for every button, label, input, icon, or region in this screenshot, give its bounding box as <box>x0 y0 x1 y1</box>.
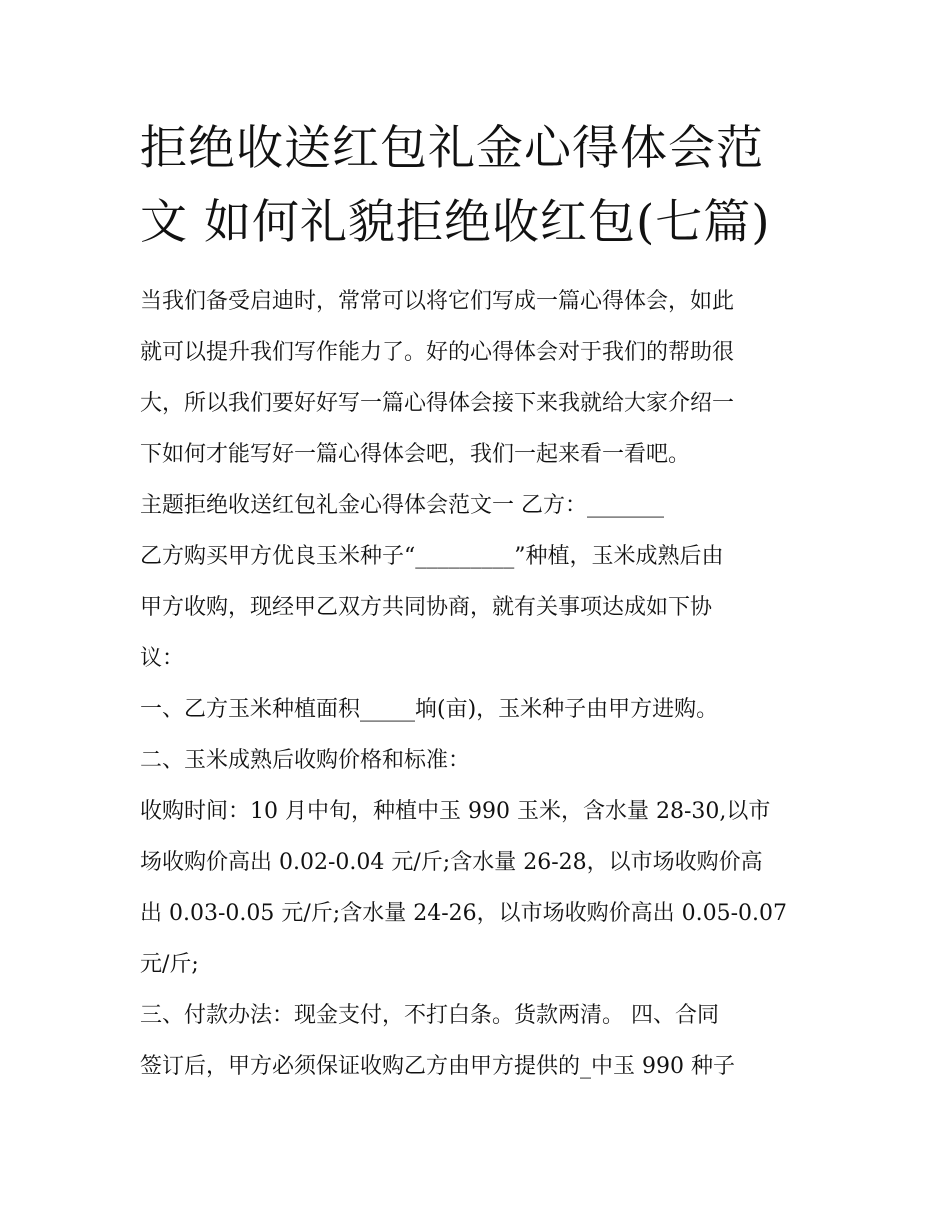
text-line: 当我们备受启迪时，常常可以将它们写成一篇心得体会，如此 <box>140 289 735 314</box>
text-line: 议： <box>140 646 185 671</box>
text-line: 场收购价高出 0.02-0.04 元/斤;含水量 26-28，以市场收购价高 <box>140 850 763 875</box>
clause-one-paragraph <box>140 684 820 735</box>
text-line: 大，所以我们要好好写一篇心得体会接下来我就给大家介绍一 <box>140 391 735 416</box>
text-line: 收购时间：10 月中旬，种植中玉 990 玉米，含水量 28-30,以市 <box>140 799 771 824</box>
text-line: 二、玉米成熟后收购价格和标准： <box>140 748 471 773</box>
document-body <box>140 276 820 1092</box>
document-page <box>140 112 820 1092</box>
intro-paragraph <box>140 276 820 480</box>
text-line: 三、付款办法：现金支付，不打白条。货款两清。 四、合同 <box>140 1003 719 1028</box>
document-title <box>140 112 820 260</box>
text-line: 元/斤; <box>140 952 199 977</box>
text-line: 下如何才能写好一篇心得体会吧，我们一起来看一看吧。 <box>140 442 691 467</box>
text-line: 出 0.03-0.05 元/斤;含水量 24-26，以市场收购价高出 0.05-0.07 <box>140 901 788 926</box>
payment-paragraph <box>140 990 820 1092</box>
title-line: 文 如何礼貌拒绝收红包(七篇) <box>140 195 771 250</box>
purchase-paragraph <box>140 531 820 684</box>
text-line: 乙方购买甲方优良玉米种子“_________”种植，玉米成熟后由 <box>140 544 724 569</box>
text-line: 主题拒绝收送红包礼金心得体会范文一 乙方：_______ <box>140 493 664 518</box>
title-line: 拒绝收送红包礼金心得体会范 <box>140 121 764 176</box>
subtitle-paragraph <box>140 480 820 531</box>
text-line: 就可以提升我们写作能力了。好的心得体会对于我们的帮助很 <box>140 340 735 365</box>
clause-two-paragraph <box>140 735 820 786</box>
text-line: 签订后，甲方必须保证收购乙方由甲方提供的_中玉 990 种子 <box>140 1054 735 1079</box>
pricing-paragraph <box>140 786 820 990</box>
text-line: 甲方收购，现经甲乙双方共同协商，就有关事项达成如下协 <box>140 595 713 620</box>
text-line: 一、乙方玉米种植面积_____垧(亩)，玉米种子由甲方进购。 <box>140 697 719 722</box>
